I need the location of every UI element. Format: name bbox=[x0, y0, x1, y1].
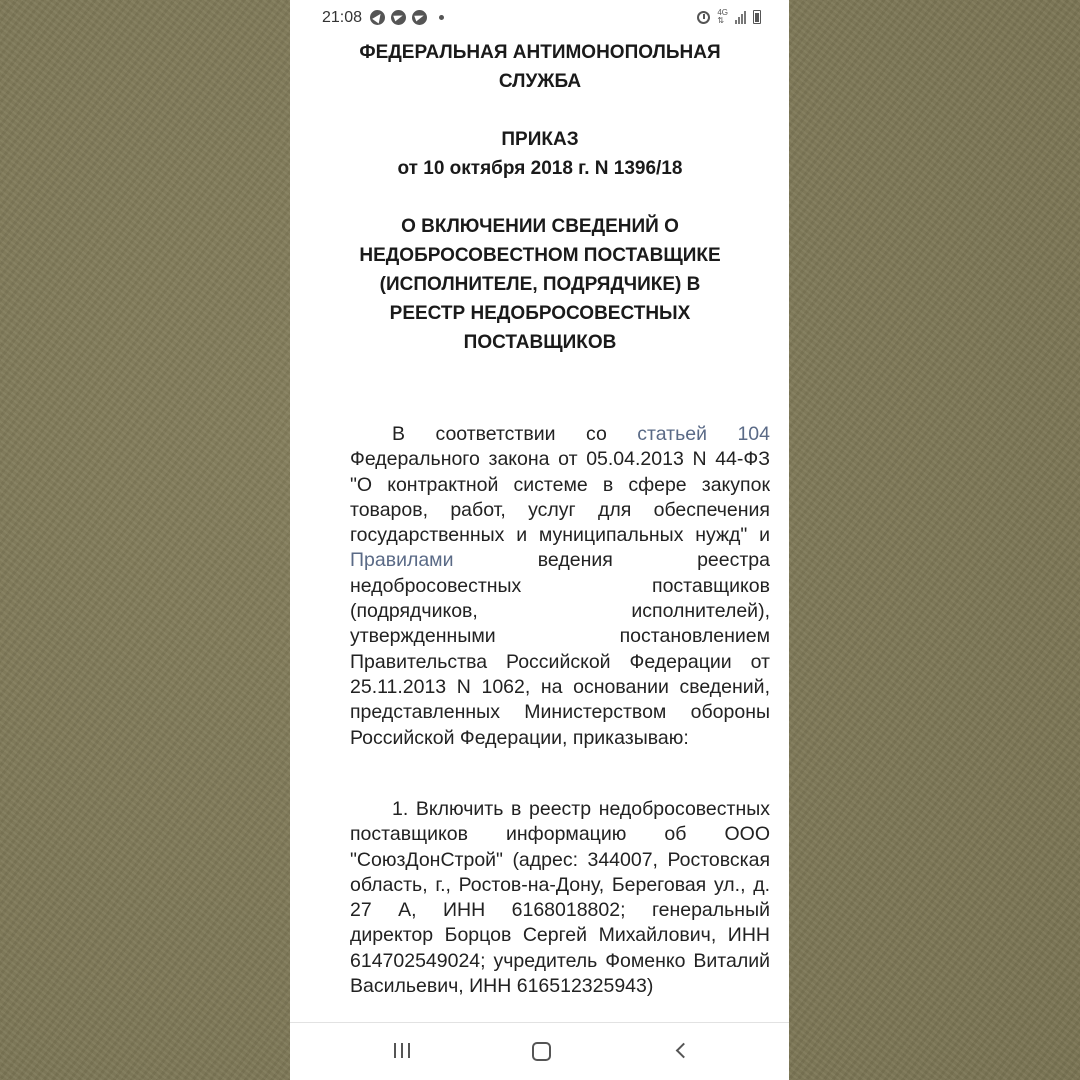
rules-link[interactable]: Правилами bbox=[350, 549, 454, 572]
document-view[interactable] bbox=[290, 38, 789, 1022]
network-label-top: 4G bbox=[717, 8, 728, 17]
phone-screen bbox=[290, 0, 789, 1080]
order-title: ПРИКАЗ bbox=[501, 129, 579, 150]
background-left bbox=[0, 0, 290, 1080]
back-icon bbox=[676, 1043, 692, 1059]
order-subject: О ВКЛЮЧЕНИИ СВЕДЕНИЙ О НЕДОБРОСОВЕСТНОМ ПОСТАВЩИКЕ (ИСПОЛНИТЕЛЕ, ПОДРЯДЧИКЕ) В РЕЕСТР НЕДОБРОСОВЕСТНЫХ ПОСТАВЩИКОВ bbox=[359, 216, 721, 353]
recent-apps-icon bbox=[394, 1043, 410, 1058]
order-date: от 10 октября 2018 г. N 1396/18 bbox=[397, 158, 683, 179]
home-icon bbox=[532, 1042, 551, 1061]
article-104-link[interactable]: статьей 104 bbox=[637, 423, 770, 445]
paragraph-preamble bbox=[350, 422, 770, 751]
agency-name: ФЕДЕРАЛЬНАЯ АНТИМОНОПОЛЬНАЯ СЛУЖБА bbox=[359, 42, 721, 92]
notification-dot-icon bbox=[439, 15, 444, 20]
preamble-text-2: Федерального закона от 05.04.2013 N 44-ФЗ "О контрактной системе в сфере закупок товаров, работ, услуг для обеспечения государственных и муниципальных нужд" и bbox=[350, 448, 770, 547]
preamble-text-3: ведения реестра недобросовестных поставщиков (подрядчиков, исполнителей), утвержденными постановлением Правительства Российской Федерации от 25.11.2013 N 1062, на основании сведений, представленных Министерством обороны Российской Федерации, приказываю: bbox=[350, 549, 770, 749]
telegram-icon bbox=[391, 10, 406, 25]
status-icons-right bbox=[697, 9, 761, 25]
signal-icon bbox=[735, 11, 746, 24]
status-time: 21:08 bbox=[322, 9, 363, 26]
preamble-text-1: В соответствии со bbox=[392, 423, 638, 445]
home-button[interactable] bbox=[521, 1037, 561, 1065]
background-right bbox=[789, 0, 1080, 1080]
recent-apps-button[interactable] bbox=[382, 1037, 422, 1065]
network-label-bottom: ⇅ bbox=[717, 16, 725, 25]
network-4g-icon bbox=[717, 9, 728, 25]
status-bar bbox=[290, 0, 789, 38]
alarm-icon bbox=[697, 11, 710, 24]
telegram-icon bbox=[412, 10, 427, 25]
back-button[interactable] bbox=[662, 1037, 702, 1065]
navigation-bar bbox=[290, 1023, 789, 1080]
status-icons-left bbox=[370, 10, 444, 25]
paragraph-item-1 bbox=[350, 797, 770, 999]
item-1-text: 1. Включить в реестр недобросовестных поставщиков информацию об ООО "СоюзДонСтрой" (адрес: 344007, Ростовская область, г., Ростов-на-Дону, Береговая ул., д. 27 А, ИНН 6168018802; генеральный директор Борцов Сергей Михайлович, ИНН 614702549024; учредитель Фоменко Виталий Васильевич, ИНН 616512325943) bbox=[350, 798, 770, 998]
order-header bbox=[350, 125, 730, 183]
battery-icon bbox=[753, 10, 761, 24]
navigation-icon bbox=[370, 10, 385, 25]
